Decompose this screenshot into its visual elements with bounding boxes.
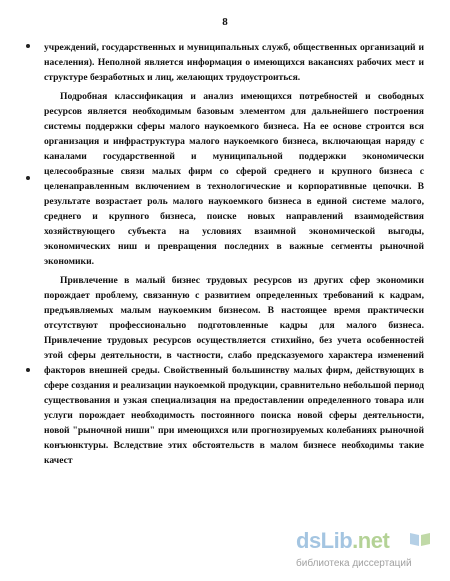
document-body <box>44 40 424 472</box>
watermark-logo <box>296 528 389 554</box>
paragraph: Привлечение в малый бизнес трудовых ресурсов из других сфер экономики порождает проблему, связанную с развитием определенных требований к кадрам, предъявляемых малым наукоемким бизнесом. В настоящее время практически отсутствуют профессионально подготовленные кадры для малого бизнеса. Привлечение трудовых ресурсов осуществляется стихийно, без учета особенностей этой сферы деятельности, в частности, слабо предсказуемого характера изменений факторов внешней среды. Свойственный большинству малых фирм, действующих в сфере создания и реализации наукоемкой продукции, сравнительно небольшой период существования и узкая специализация на предоставлении определенного товара или услуги порождает необходимость постоянного поиска новой сферы деятельности, новой "рыночной ниши" при имеющихся или прогнозируемых колебаниях рыночной конъюнктуры. Вследствие этих обстоятельств в малом бизнесе необходимы такие качест <box>44 275 424 466</box>
watermark-logo-accent: .net <box>352 528 390 553</box>
paragraph: учреждений, государственных и муниципальных служб, общественных организаций и населения). Неполной является информация о имеющихся вакансиях рабочих мест и структуре безработных и лиц, желающих трудоустроиться. <box>44 42 424 83</box>
watermark-subtitle: библиотека диссертаций <box>296 558 412 569</box>
margin-dot <box>26 176 30 180</box>
book-icon <box>408 530 432 548</box>
margin-dot <box>26 44 30 48</box>
margin-dot <box>26 368 30 372</box>
watermark <box>296 528 450 578</box>
watermark-logo-main: dsLib <box>296 528 353 553</box>
page-number: 8 <box>222 16 228 28</box>
paragraph: Подробная классификация и анализ имеющихся потребностей и свободных ресурсов является необходимым базовым элементом для дальнейшего построения системы поддержки сферы малого наукоемкого бизнеса. На ее основе строится вся организация и инфраструктура малого наукоемкого бизнеса, включающая наряду с каналами государственной и муниципальной поддержки экономически целесообразные связи малых фирм со сферой среднего и крупного бизнеса с целенаправленным включением в технологические и корпоративные цепочки. В результате возрастает роль малого наукоемкого бизнеса в единой системе малого, среднего и крупного бизнеса, поиске новых направлений взаимодействия хозяйствующего субъекта на условиях взаимной экономической выгоды, экономических ниш и превращения последних в важные сегменты рыночной экономики. <box>44 91 424 267</box>
